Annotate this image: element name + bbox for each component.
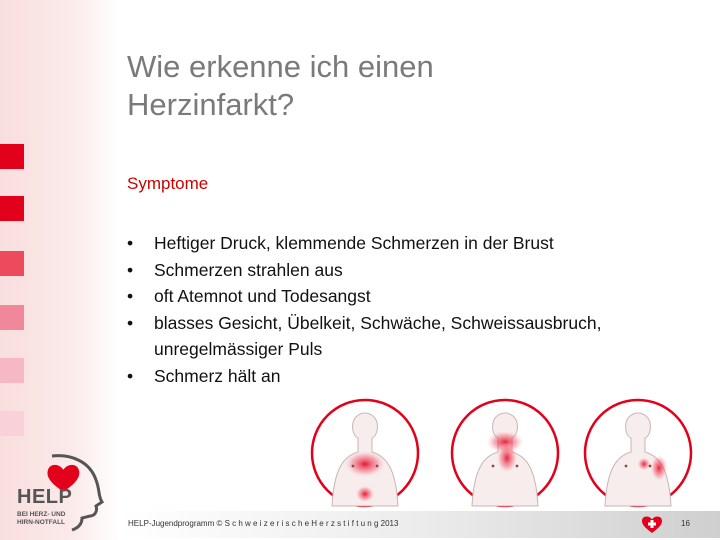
sidebar-block (0, 411, 24, 436)
list-item-text: blasses Gesicht, Übelkeit, Schwäche, Schweissausbruch, unregelmässiger Puls (154, 312, 602, 359)
subheading: Symptome (127, 174, 209, 193)
slide-title (127, 48, 687, 124)
list-item (127, 283, 707, 310)
list-item (127, 310, 707, 363)
symptom-list (127, 230, 707, 389)
sidebar-block (0, 358, 24, 383)
swiss-heart-cross-icon (641, 516, 663, 534)
slide-title-line: Herzinfarkt? (127, 87, 295, 122)
help-logo-tagline (17, 511, 65, 527)
sidebar-block (0, 251, 24, 276)
footer-text: HELP-Jugendprogramm © S c h w e i z e r i s c h e H e r z s t i f t u n g 2013 (128, 519, 399, 528)
chest-pain-figure-3 (583, 398, 693, 508)
page-number: 16 (681, 519, 690, 528)
chest-pain-figure-1 (310, 398, 420, 508)
slide-title-line: Wie erkenne ich einen (127, 49, 434, 84)
help-logo-line: BEI HERZ- UND (17, 511, 66, 518)
list-item-text: oft Atemnot und Todesangst (154, 286, 371, 306)
bullet-marker: • (127, 259, 134, 280)
list-item (127, 257, 707, 284)
list-item (127, 363, 707, 390)
list-item (127, 230, 707, 257)
bullet-marker: • (127, 286, 134, 306)
list-item-text: Schmerz hält an (154, 365, 281, 386)
list-item-text: Schmerzen strahlen aus (154, 259, 343, 280)
bullet-marker: • (127, 233, 134, 253)
bullet-marker: • (127, 365, 134, 386)
sidebar-block (0, 305, 24, 330)
sidebar-block (0, 196, 24, 221)
chest-pain-figure-2 (450, 398, 560, 508)
sidebar-block (0, 144, 24, 169)
help-logo-word: HELP (17, 486, 73, 508)
bullet-marker: • (127, 312, 134, 333)
help-logo-line: HIRN-NOTFALL (17, 519, 66, 526)
list-item-text: Heftiger Druck, klemmende Schmerzen in der Brust (154, 233, 554, 253)
